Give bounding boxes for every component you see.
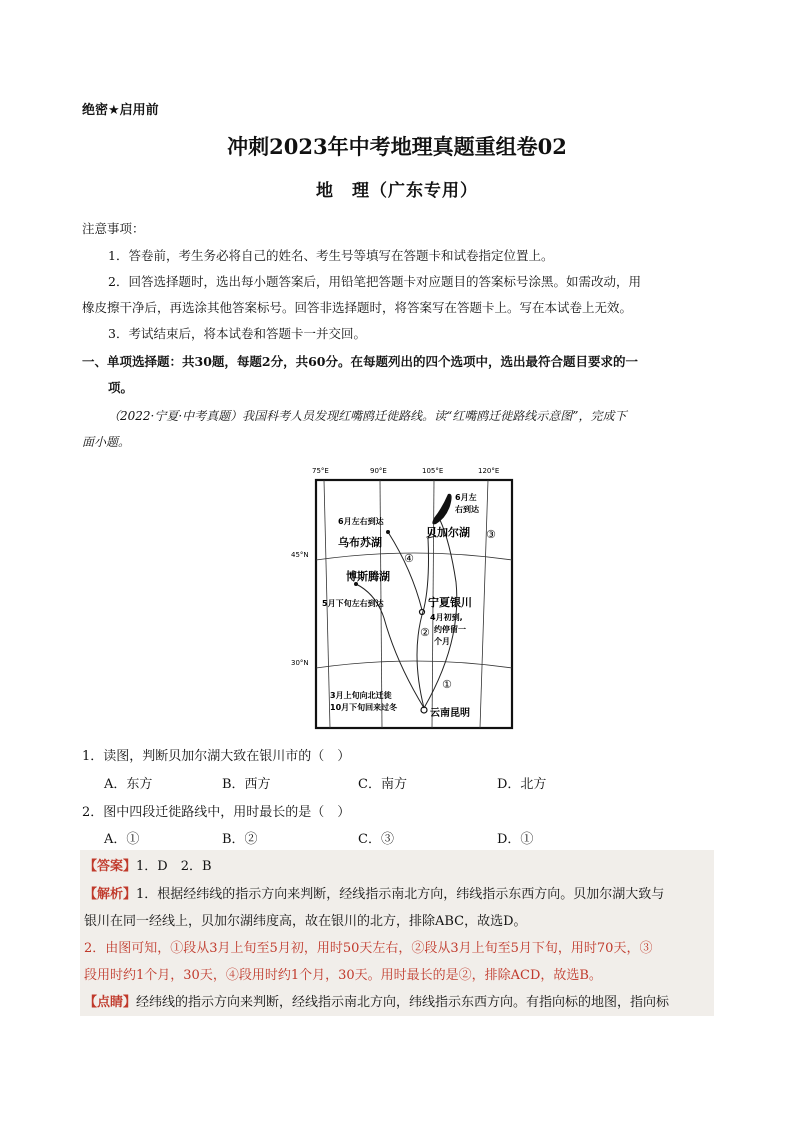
label-april-1: 4月初到, [430,613,463,622]
question-intro-cont: 面小题。 [82,435,131,449]
route-label-4: ④ [404,552,414,565]
q1-option-c[interactable]: C．南方 [358,777,407,792]
notice-item-1: 1．答卷前，考生务必将自己的姓名、考生号等填写在答题卡和试卷指定位置上。 [108,248,554,263]
lon-label-120e: 120°E [478,467,500,475]
lat-label-30n: 30°N [291,659,309,667]
label-april-3: 个月 [434,637,450,646]
notice-item-2b: 橡皮擦干净后，再选涂其他答案标号。回答非选择题时，将答案写在答题卡上。写在本试卷上无效。 [82,300,633,315]
answer-text: 1．D 2．B [136,859,212,874]
exam-title: 冲刺2023年中考地理真题重组卷02 [227,134,567,159]
question-intro: （2022·宁夏·中考真题）我国科考人员发现红嘴鸥迁徙路线。读“红嘴鸥迁徙路线示意图”，完成下 [108,409,627,423]
notice-item-3: 3．考试结束后，将本试卷和答题卡一并交回。 [108,326,366,341]
question-2-stem: 2．图中四段迁徙路线中，用时最长的是（ ） [82,805,351,820]
q2-option-d[interactable]: D．① [497,832,534,847]
lat-label-45n: 45°N [291,551,309,559]
confidential-label: 绝密★启用前 [82,103,159,118]
q2-option-b[interactable]: B．② [222,832,258,847]
label-late-may: 5月下旬左右到达 [322,599,384,608]
label-baikal-lake: 贝加尔湖 [426,526,470,539]
section-heading-cont: 项。 [108,380,134,395]
question-1-stem: 1．读图，判断贝加尔湖大致在银川市的（ ） [82,749,351,764]
analysis-tag: 【解析】 [84,887,137,902]
q1-option-d[interactable]: D．北方 [497,777,547,792]
wubusu-point [386,530,390,534]
analysis-line-2: 银川在同一经线上，贝加尔湖纬度高，故在银川的北方，排除ABC，故选D。 [84,914,527,929]
label-june-right-2: 右到达 [455,505,479,514]
answer-tag: 【答案】 [84,859,137,874]
q2-option-a[interactable]: A．① [104,832,140,847]
label-april-2: 约停留一 [434,625,466,634]
tip-tag: 【点睛】 [84,995,137,1010]
label-march-1: 3月上旬向北迁徙 [330,691,392,700]
answer-line [84,855,212,874]
lon-label-75e: 75°E [312,467,329,475]
label-wubusu-lake: 乌布苏湖 [338,536,382,549]
notice-item-2a: 2．回答选择题时，选出每小题答案后，用铅笔把答题卡对应题目的答案标号涂黑。如需改动，用 [108,274,641,289]
label-yinchuan: 宁夏银川 [428,596,472,609]
label-june-left: 6月左右到达 [338,517,384,526]
analysis-line-1 [84,883,664,902]
lon-label-105e: 105°E [422,467,444,475]
notice-heading: 注意事项： [82,221,145,236]
tip-text: 经纬线的指示方向来判断，经线指示南北方向，纬线指示东西方向。有指向标的地图，指向标 [136,995,670,1010]
tip-line [84,991,669,1010]
analysis-line-3: 2．由图可知，①段从3月上旬至5月初，用时50天左右，②段从3月上旬至5月下旬，用时70天，③ [84,941,653,956]
route-label-3: ③ [486,528,496,541]
exam-subtitle: 地 理（广东专用） [316,181,478,201]
route-label-2: ② [420,626,430,639]
section-heading: 一、单项选择题：共30题，每题2分，共60分。在每题列出的四个选项中，选出最符合题目要求的一 [82,354,638,369]
q2-option-c[interactable]: C．③ [358,832,394,847]
route-label-1: ① [442,678,452,691]
q1-option-b[interactable]: B．西方 [222,777,271,792]
label-bosten-lake: 博斯腾湖 [346,570,390,583]
migration-route-map [291,462,522,732]
label-june-right-1: 6月左 [455,493,477,502]
analysis-line-4: 段用时约1个月，30天，④段用时约1个月，30天。用时最长的是②，排除ACD，故选B。 [84,968,602,983]
label-kunming: 云南昆明 [430,708,470,719]
label-march-2: 10月下旬回来过冬 [330,703,398,712]
analysis-text-1: 1．根据经纬线的指示方向来判断，经线指示南北方向，纬线指示东西方向。贝加尔湖大致与 [136,887,665,902]
lon-label-90e: 90°E [370,467,387,475]
q1-option-a[interactable]: A．东方 [104,777,153,792]
